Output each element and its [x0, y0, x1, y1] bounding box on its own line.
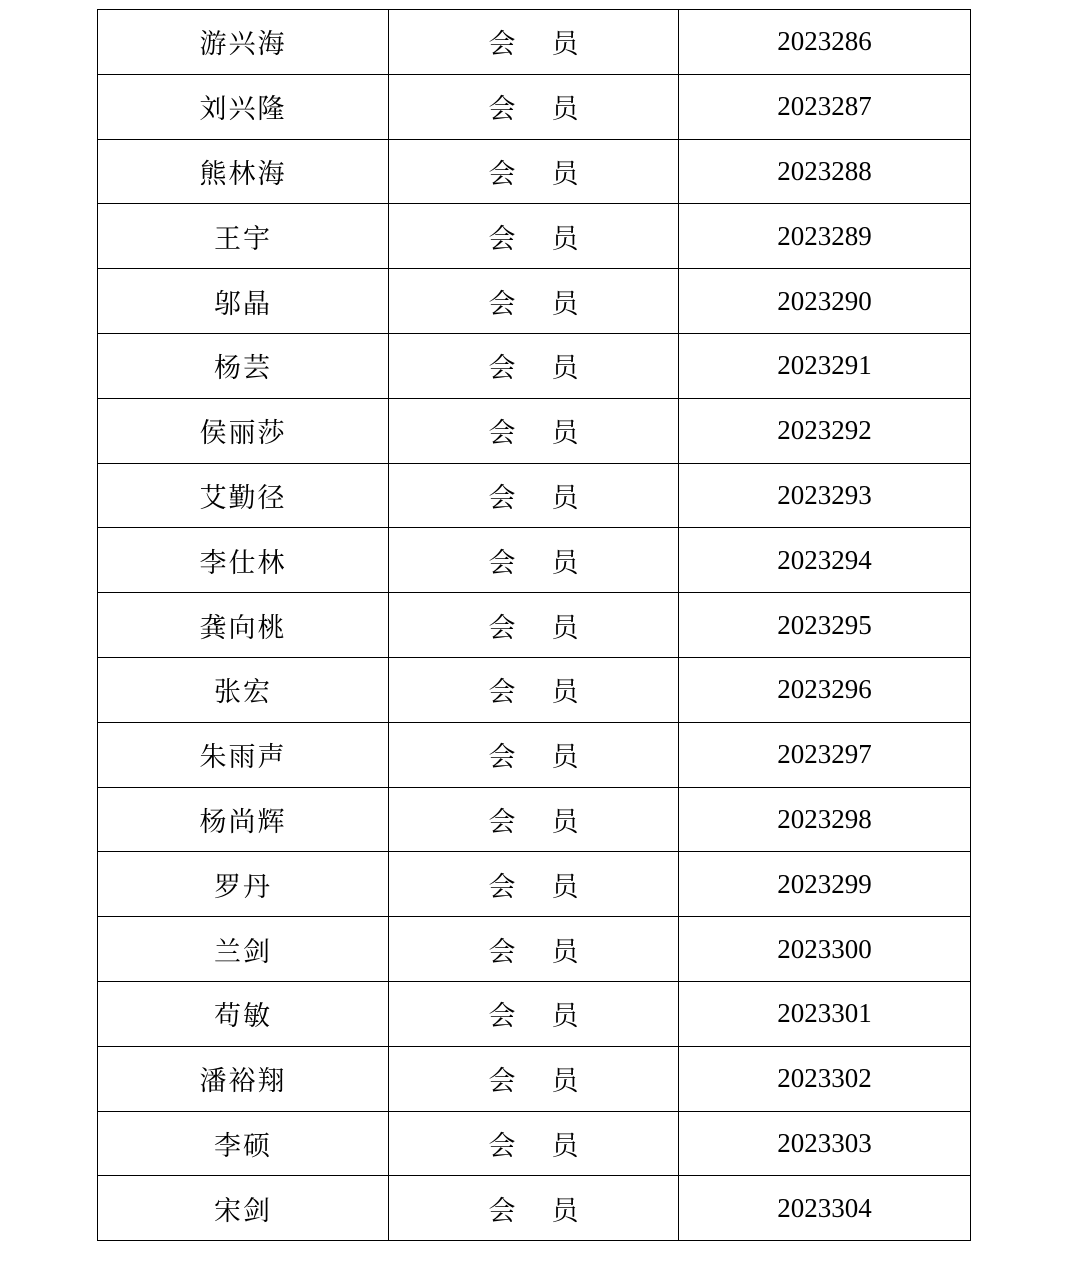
member-role-char-2: 员: [551, 1195, 579, 1227]
member-name-cell: 游兴海: [98, 10, 389, 75]
table-row: [98, 139, 971, 204]
member-role-char-2: 员: [551, 742, 579, 774]
member-name-cell: 李仕林: [98, 528, 389, 593]
member-role-cell: [389, 657, 679, 722]
table-row: [98, 528, 971, 593]
member-role-char-1: 会: [488, 612, 516, 644]
member-id-cell: 2023291: [679, 333, 971, 398]
table-row: [98, 269, 971, 334]
member-id-cell: 2023294: [679, 528, 971, 593]
member-id-cell: 2023292: [679, 398, 971, 463]
member-role-char-2: 员: [551, 612, 579, 644]
member-role-char-2: 员: [551, 1130, 579, 1162]
member-name-cell: 兰剑: [98, 917, 389, 982]
table-row: [98, 204, 971, 269]
member-role-char-2: 员: [551, 1066, 579, 1098]
member-id-cell: 2023302: [679, 1046, 971, 1111]
member-name-cell: 艾勤径: [98, 463, 389, 528]
member-name-cell: 苟敏: [98, 981, 389, 1046]
member-role-char-1: 会: [488, 547, 516, 579]
member-role-char-1: 会: [488, 677, 516, 709]
table-row: [98, 398, 971, 463]
table-row: [98, 1176, 971, 1241]
member-role-cell: [389, 593, 679, 658]
member-role-char-1: 会: [488, 418, 516, 450]
member-role-char-2: 员: [551, 288, 579, 320]
member-name-cell: 王宇: [98, 204, 389, 269]
member-role-char-2: 员: [551, 871, 579, 903]
member-role-char-2: 员: [551, 547, 579, 579]
member-role-char-1: 会: [488, 1195, 516, 1227]
table-row: [98, 981, 971, 1046]
member-role-char-1: 会: [488, 29, 516, 61]
member-role-char-1: 会: [488, 1130, 516, 1162]
member-role-cell: [389, 528, 679, 593]
table-row: [98, 787, 971, 852]
member-role-cell: [389, 1111, 679, 1176]
member-name-cell: 侯丽莎: [98, 398, 389, 463]
member-id-cell: 2023296: [679, 657, 971, 722]
member-role-char-1: 会: [488, 353, 516, 385]
member-role-cell: [389, 10, 679, 75]
member-id-cell: 2023293: [679, 463, 971, 528]
member-role-cell: [389, 204, 679, 269]
member-role-cell: [389, 463, 679, 528]
member-role-char-2: 员: [551, 158, 579, 190]
member-id-cell: 2023301: [679, 981, 971, 1046]
member-table: [97, 9, 971, 1241]
member-name-cell: 熊林海: [98, 139, 389, 204]
member-name-cell: 罗丹: [98, 852, 389, 917]
table-row: [98, 657, 971, 722]
member-role-char-1: 会: [488, 871, 516, 903]
member-name-cell: 杨尚辉: [98, 787, 389, 852]
table-row: [98, 1111, 971, 1176]
member-role-cell: [389, 917, 679, 982]
member-role-cell: [389, 1046, 679, 1111]
member-role-char-1: 会: [488, 288, 516, 320]
member-id-cell: 2023288: [679, 139, 971, 204]
member-role-char-1: 会: [488, 742, 516, 774]
member-name-cell: 龚向桃: [98, 593, 389, 658]
member-id-cell: 2023300: [679, 917, 971, 982]
member-role-char-2: 员: [551, 94, 579, 126]
member-name-cell: 杨芸: [98, 333, 389, 398]
member-id-cell: 2023286: [679, 10, 971, 75]
member-role-char-1: 会: [488, 936, 516, 968]
member-name-cell: 张宏: [98, 657, 389, 722]
member-role-char-1: 会: [488, 223, 516, 255]
member-name-cell: 刘兴隆: [98, 74, 389, 139]
member-name-cell: 李硕: [98, 1111, 389, 1176]
member-role-char-2: 员: [551, 806, 579, 838]
member-role-cell: [389, 787, 679, 852]
member-role-char-1: 会: [488, 806, 516, 838]
member-id-cell: 2023304: [679, 1176, 971, 1241]
member-id-cell: 2023295: [679, 593, 971, 658]
member-role-cell: [389, 722, 679, 787]
table-row: [98, 1046, 971, 1111]
member-role-cell: [389, 269, 679, 334]
member-role-cell: [389, 981, 679, 1046]
member-role-char-2: 员: [551, 29, 579, 61]
table-row: [98, 852, 971, 917]
member-role-char-1: 会: [488, 94, 516, 126]
table-row: [98, 917, 971, 982]
member-id-cell: 2023287: [679, 74, 971, 139]
table-row: [98, 10, 971, 75]
member-role-char-2: 员: [551, 223, 579, 255]
member-name-cell: 潘裕翔: [98, 1046, 389, 1111]
member-role-cell: [389, 74, 679, 139]
member-role-char-1: 会: [488, 1001, 516, 1033]
member-role-cell: [389, 139, 679, 204]
member-role-cell: [389, 852, 679, 917]
member-id-cell: 2023290: [679, 269, 971, 334]
member-role-char-1: 会: [488, 158, 516, 190]
member-id-cell: 2023298: [679, 787, 971, 852]
member-name-cell: 宋剑: [98, 1176, 389, 1241]
member-role-char-2: 员: [551, 677, 579, 709]
member-role-char-1: 会: [488, 482, 516, 514]
member-id-cell: 2023303: [679, 1111, 971, 1176]
member-role-char-2: 员: [551, 1001, 579, 1033]
member-role-char-2: 员: [551, 482, 579, 514]
member-id-cell: 2023289: [679, 204, 971, 269]
member-name-cell: 朱雨声: [98, 722, 389, 787]
member-role-char-1: 会: [488, 1066, 516, 1098]
member-id-cell: 2023299: [679, 852, 971, 917]
member-role-cell: [389, 398, 679, 463]
member-role-char-2: 员: [551, 353, 579, 385]
table-row: [98, 463, 971, 528]
member-role-char-2: 员: [551, 418, 579, 450]
member-name-cell: 邬晶: [98, 269, 389, 334]
member-id-cell: 2023297: [679, 722, 971, 787]
table-row: [98, 74, 971, 139]
member-table-body: [98, 10, 971, 1241]
member-role-char-2: 员: [551, 936, 579, 968]
member-role-cell: [389, 333, 679, 398]
table-row: [98, 722, 971, 787]
table-row: [98, 333, 971, 398]
member-role-cell: [389, 1176, 679, 1241]
table-row: [98, 593, 971, 658]
